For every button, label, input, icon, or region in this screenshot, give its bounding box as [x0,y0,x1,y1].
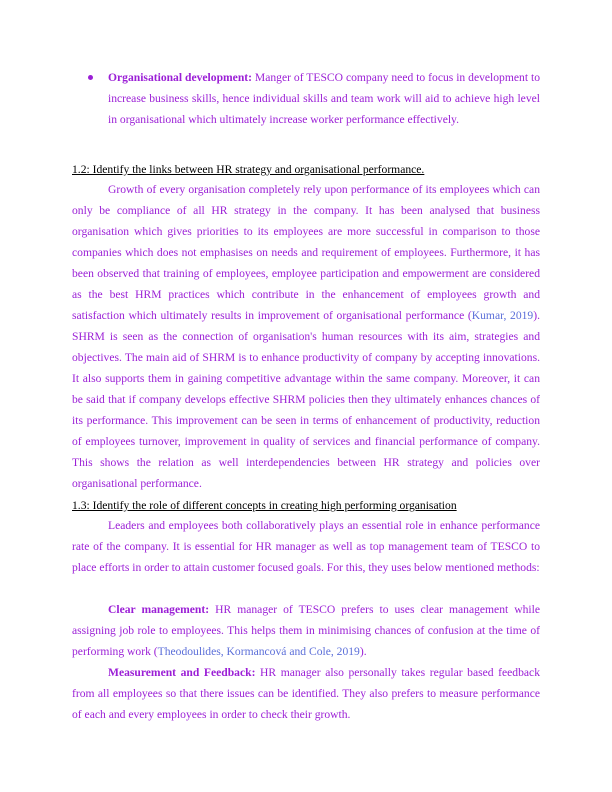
citation-link[interactable]: Kumar, 2019 [471,309,534,322]
bullet-icon [88,75,93,80]
paragraph-text-continued: ). SHRM is seen as the connection of organisation's human resources with its aim, strategies and objectives. The main aid of SHRM is to enhance productivity of company by accepting innovations. It also supports them in gaining competitive advantage within the same company. Moreover, it can be said that if company develops effective SHRM policies then they ultimately enhances chances of its performance. This improvement can be seen in terms of enhancement of productivity, reduction of employees turnover, improvement in quality of services and financial performance of company. This shows the relation as well interdependencies between HR strategy and policies over organisational performance. [72,309,540,490]
intro-text: Leaders and employees both collaboratively plays an essential role in enhance performance rate of the company. It is essential for HR manager as well as top management team of TESCO to place efforts in order to attain customer focused goals. For this, they uses below mentioned methods: [72,519,540,574]
clear-management-end: ). [359,645,367,658]
section-heading-1-3: 1.3: Identify the role of different concepts in creating high performing organisation [72,499,457,512]
clear-management-label: Clear management: [108,603,210,616]
clear-management-text: HR manager of TESCO prefers to uses clear management while assigning job role to employees. This helps them in minimising chances of confusion at the time of performing work ( [72,603,540,658]
measurement-feedback-text: HR manager also personally takes regular based feedback from all employees so that there issues can be identified. They also prefers to measure performance of each and every employees in order to check their growth. [72,666,540,721]
section-heading-1-2: 1.2: Identify the links between HR strategy and organisational performance. [72,163,425,176]
clear-management-paragraph [72,599,540,662]
bullet-text: Manger of TESCO company need to focus in development to increase business skills, hence individual skills and team work will aid to achieve high level in organisational which ultimately increase worker performance effectively. [108,71,540,126]
section-1-3-intro [72,515,540,578]
bullet-item-organisational-development [108,67,540,130]
paragraph-text: Growth of every organisation completely rely upon performance of its employees which can only be compliance of all HR strategy in the company. It has been analysed that business organisation which gives priorities to its employees are more successful in comparison to those companies which does not emphasises on needs and requirement of employees. Furthermore, it has been observed that training of employees, employee participation and empowerment are considered as the best HRM practices which contribute in the enhancement of employees growth and satisfaction which ultimately results in improvement of organisational performance ( [72,183,540,322]
bullet-label: Organisational development: [108,71,252,84]
section-1-2-paragraph [72,179,540,494]
bullet-paragraph [108,67,540,130]
citation-link[interactable]: Theodoulides, Kormancová and Cole, 2019 [157,645,360,658]
measurement-feedback-label: Measurement and Feedback: [108,666,256,679]
measurement-feedback-paragraph [72,662,540,725]
